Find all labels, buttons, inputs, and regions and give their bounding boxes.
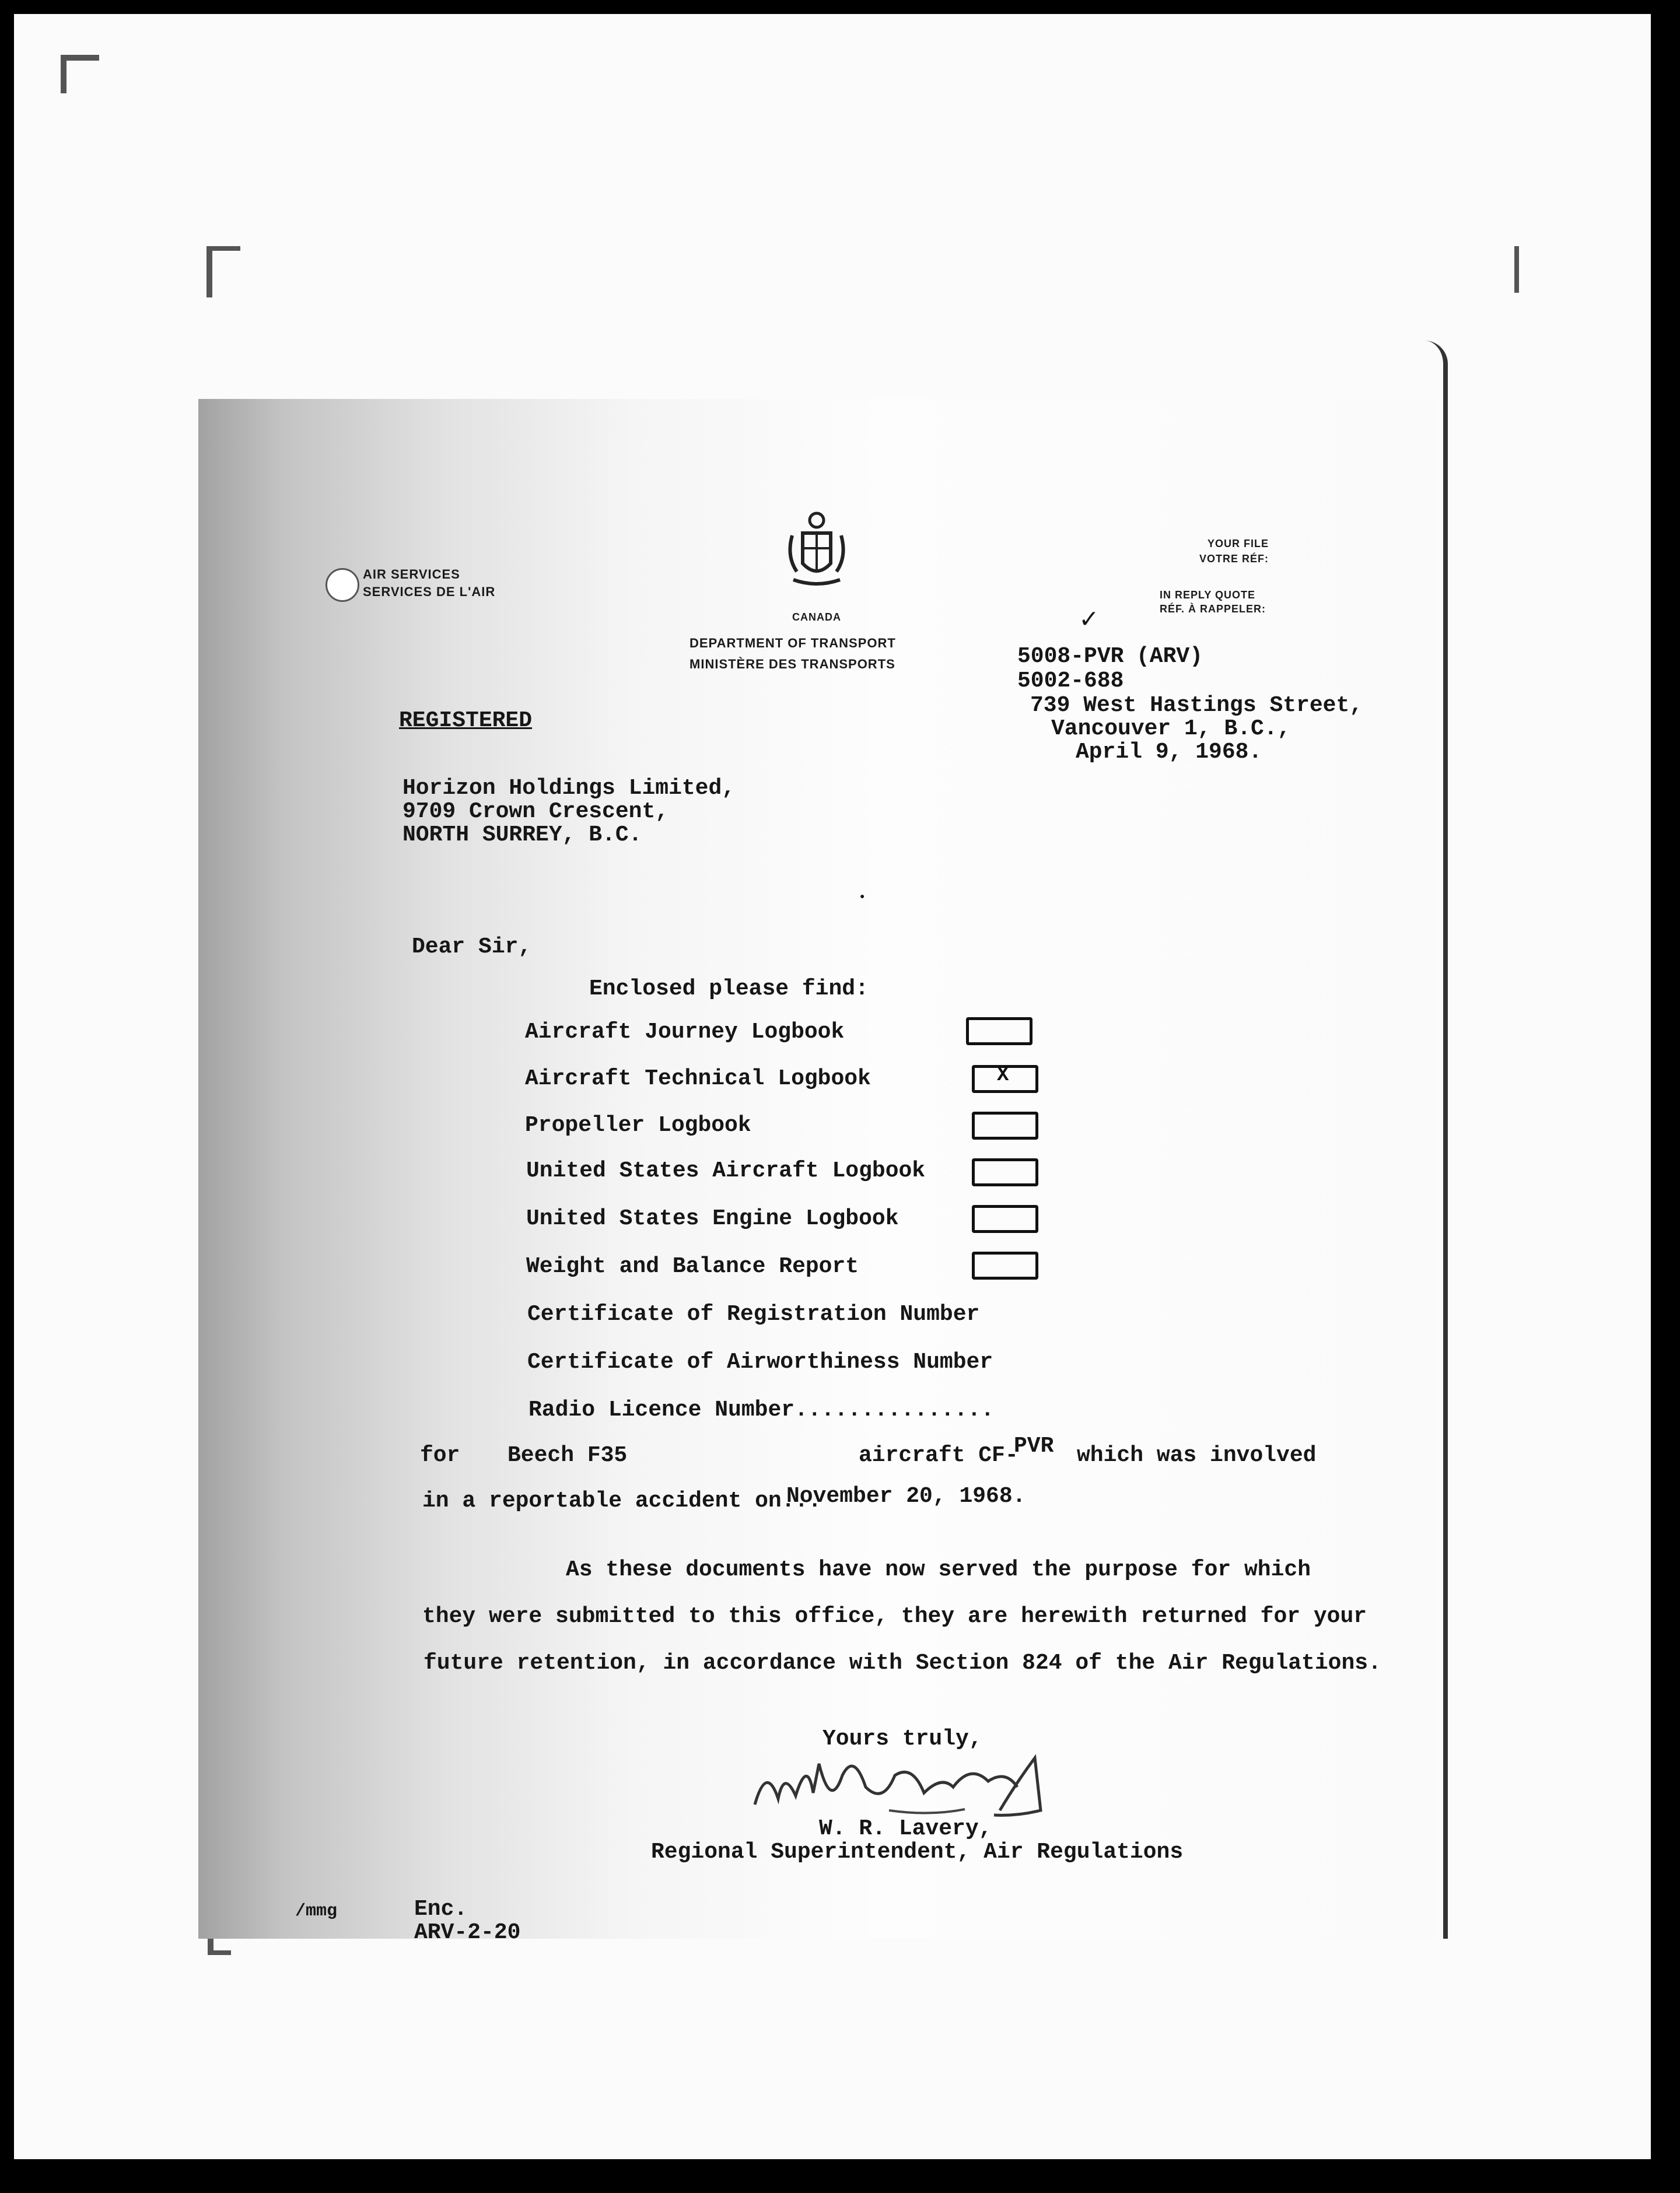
body-line-3: future retention, in accordance with Section 824 of the Air Regulations. — [424, 1651, 1381, 1676]
reply-quote-fr: RÉF. À RAPPELER: — [1160, 603, 1266, 615]
checkbox — [972, 1205, 1038, 1233]
airworthiness-number-label: Certificate of Airworthiness Number — [527, 1350, 993, 1375]
crop-mark — [206, 246, 240, 297]
air-services-en: AIR SERVICES — [363, 567, 460, 581]
checklist-label: Weight and Balance Report — [526, 1254, 859, 1279]
reference-number-1: 5008-PVR — [1017, 644, 1124, 669]
crop-mark — [1500, 246, 1519, 293]
canada-crest-icon — [782, 510, 852, 597]
checklist-label: Aircraft Journey Logbook — [525, 1020, 845, 1045]
accident-date: November 20, 1968. — [786, 1484, 1026, 1509]
registered-label: REGISTERED — [399, 708, 533, 733]
return-address-street: 739 West Hastings Street, — [1030, 693, 1363, 718]
checkbox — [972, 1252, 1038, 1280]
check-mark: ✓ — [1080, 605, 1097, 636]
involved-text: which was involved — [1077, 1443, 1317, 1468]
checklist-label: United States Aircraft Logbook — [526, 1158, 926, 1183]
punch-hole — [326, 568, 359, 602]
checklist-label: United States Engine Logbook — [526, 1206, 899, 1231]
return-address-city: Vancouver 1, B.C., — [1051, 716, 1291, 741]
department-fr: MINISTÈRE DES TRANSPORTS — [690, 657, 895, 671]
radio-licence-label: Radio Licence Number............... — [528, 1397, 995, 1423]
aircraft-prefix: aircraft CF- — [859, 1443, 1019, 1468]
recipient-city: NORTH SURREY, B.C. — [402, 822, 642, 847]
checkbox-checked: X — [972, 1065, 1038, 1093]
aircraft-model: Beech F35 — [508, 1443, 628, 1468]
reply-quote-en: IN REPLY QUOTE — [1160, 589, 1256, 601]
typist-initials: /mmg — [295, 1901, 338, 1921]
recipient-name: Horizon Holdings Limited, — [402, 776, 736, 801]
checkbox — [966, 1017, 1032, 1045]
crop-mark — [61, 55, 99, 93]
enclosed-intro: Enclosed please find: — [589, 976, 869, 1001]
file-code: ARV-2-20 — [414, 1920, 521, 1945]
checkbox — [972, 1158, 1038, 1186]
department-en: DEPARTMENT OF TRANSPORT — [690, 636, 896, 650]
your-file-fr: VOTRE RÉF: — [1199, 553, 1269, 565]
crest-label: CANADA — [792, 611, 841, 623]
aircraft-registration: PVR — [1014, 1434, 1054, 1459]
letter-date: April 9, 1968. — [1076, 740, 1262, 765]
registration-number-label: Certificate of Registration Number — [527, 1302, 980, 1327]
signatory-name: W. R. Lavery, — [819, 1816, 992, 1841]
checklist-label: Propeller Logbook — [525, 1113, 751, 1138]
scan-frame — [14, 14, 1651, 2159]
signatory-title: Regional Superintendent, Air Regulations — [651, 1840, 1184, 1865]
enclosure-label: Enc. — [414, 1897, 468, 1922]
handwritten-signature — [743, 1740, 1105, 1822]
body-line-2: they were submitted to this office, they are herewith returned for your — [422, 1604, 1367, 1629]
your-file-en: YOUR FILE — [1208, 538, 1269, 549]
letter-page — [198, 399, 1435, 1945]
for-label: for — [420, 1443, 460, 1468]
salutation: Dear Sir, — [412, 934, 532, 959]
dot-mark: ● — [860, 892, 865, 902]
body-line-1: As these documents have now served the purpose for which — [566, 1557, 1311, 1582]
closing: Yours truly, — [822, 1726, 982, 1751]
accident-prefix: in a reportable accident on... — [422, 1488, 822, 1514]
reference-suffix: (ARV) — [1136, 644, 1203, 669]
recipient-street: 9709 Crown Crescent, — [402, 799, 669, 824]
reference-number-2: 5002-688 — [1017, 668, 1124, 693]
checkbox — [972, 1112, 1038, 1140]
checklist-label: Aircraft Technical Logbook — [525, 1066, 871, 1091]
air-services-fr: SERVICES DE L'AIR — [363, 584, 496, 599]
